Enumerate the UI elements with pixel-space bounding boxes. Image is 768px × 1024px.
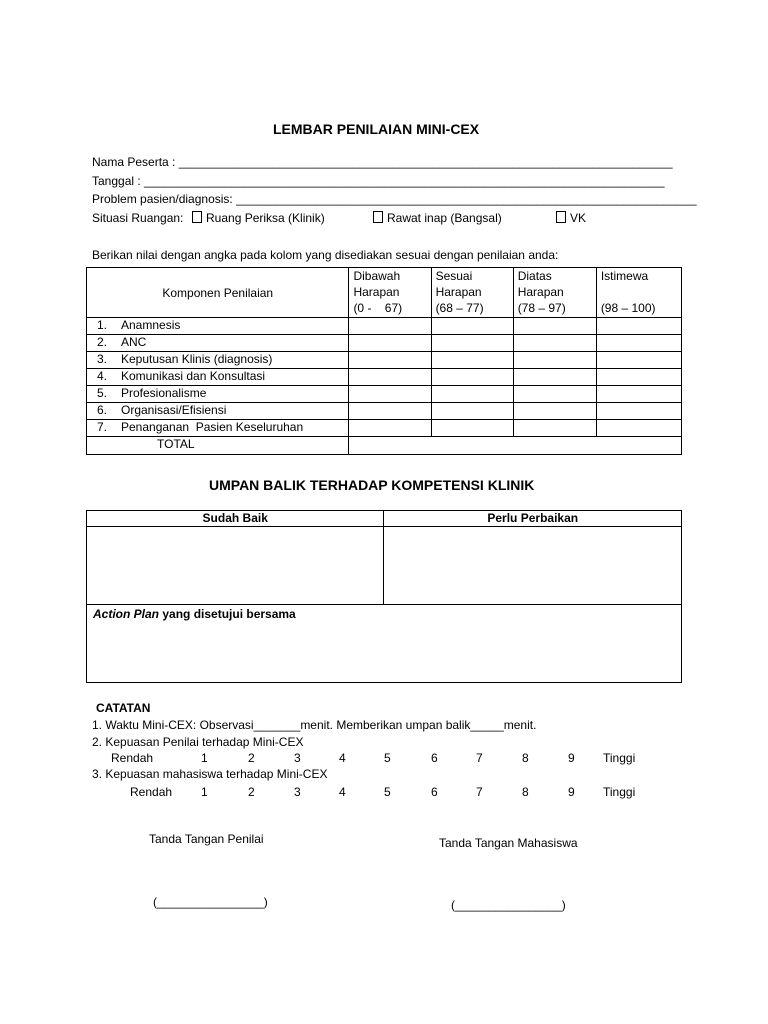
scale-value[interactable]: 9: [568, 785, 575, 799]
score-input-cell[interactable]: [513, 369, 596, 386]
scale-value[interactable]: 1: [201, 785, 208, 799]
score-input-cell[interactable]: [349, 352, 431, 369]
score-input-cell[interactable]: [513, 403, 596, 420]
score-input-cell[interactable]: [513, 318, 596, 335]
signature-penilai-label: Tanda Tangan Penilai: [149, 832, 264, 846]
scale-value[interactable]: 7: [476, 751, 483, 765]
catatan-item-2: 2. Kepuasan Penilai terhadap Mini-CEX: [92, 735, 304, 749]
catatan-item-3: 3. Kepuasan mahasiswa terhadap Mini-CEX: [92, 767, 328, 781]
row-number: 2.: [97, 335, 108, 349]
score-row-label: [87, 369, 349, 386]
action-plan-italic: Action Plan: [93, 607, 160, 621]
feedback-title: UMPAN BALIK TERHADAP KOMPETENSI KLINIK: [209, 477, 535, 493]
row-label: Anamnesis: [121, 318, 181, 332]
row-number: 6.: [97, 403, 108, 417]
score-input-cell[interactable]: [513, 420, 596, 437]
score-input-cell[interactable]: [596, 420, 681, 437]
score-input-cell[interactable]: [349, 335, 431, 352]
page-title: LEMBAR PENILAIAN MINI-CEX: [273, 121, 480, 137]
score-input-cell[interactable]: [431, 352, 513, 369]
score-input-cell[interactable]: [596, 386, 681, 403]
score-input-cell[interactable]: [431, 420, 513, 437]
scale-high-label: Tinggi: [603, 751, 636, 765]
scale-value[interactable]: 4: [339, 751, 346, 765]
row-label: Keputusan Klinis (diagnosis): [121, 352, 273, 366]
total-label: TOTAL: [87, 437, 349, 455]
action-plan-cell[interactable]: [87, 605, 682, 683]
score-input-cell[interactable]: [596, 335, 681, 352]
scale-value[interactable]: 2: [248, 785, 255, 799]
score-input-cell[interactable]: [596, 403, 681, 420]
row-label: Komunikasi dan Konsultasi: [121, 369, 266, 383]
score-row: [87, 420, 682, 437]
row-label: ANC: [121, 335, 147, 349]
scale-value[interactable]: 8: [522, 751, 529, 765]
score-row-label: [87, 386, 349, 403]
row-number: 3.: [97, 352, 108, 366]
row-number: 4.: [97, 369, 108, 383]
feedback-table: [86, 510, 682, 683]
score-row-label: [87, 335, 349, 352]
column-dibawah-harapan: Dibawah Harapan (0 - 67): [349, 268, 431, 318]
row-label: Organisasi/Efisiensi: [121, 403, 227, 417]
scale-value[interactable]: 8: [522, 785, 529, 799]
signature-mahasiswa-line[interactable]: (________________): [451, 898, 566, 912]
score-input-cell[interactable]: [513, 386, 596, 403]
total-row: [87, 437, 682, 455]
score-input-cell[interactable]: [513, 352, 596, 369]
score-input-cell[interactable]: [349, 386, 431, 403]
column-diatas-harapan: Diatas Harapan (78 – 97): [513, 268, 596, 318]
score-input-cell[interactable]: [596, 369, 681, 386]
option-rawat-inap[interactable]: Rawat inap (Bangsal): [373, 211, 502, 225]
score-input-cell[interactable]: [431, 403, 513, 420]
score-table-header: [87, 268, 682, 318]
perlu-perbaikan-header: Perlu Perbaikan: [384, 511, 682, 527]
scale-low-label: Rendah: [130, 785, 173, 799]
sudah-baik-cell[interactable]: [87, 527, 384, 605]
score-input-cell[interactable]: [431, 369, 513, 386]
score-input-cell[interactable]: [596, 318, 681, 335]
score-input-cell[interactable]: [513, 335, 596, 352]
checkbox-icon[interactable]: [556, 211, 566, 223]
score-table: [86, 267, 682, 455]
row-number: 5.: [97, 386, 108, 400]
nama-peserta-field[interactable]: Nama Peserta : __________________________________________________________________________: [92, 155, 673, 169]
scale-value[interactable]: 6: [431, 751, 438, 765]
scale-value[interactable]: 3: [294, 751, 301, 765]
perlu-perbaikan-cell[interactable]: [384, 527, 682, 605]
signature-penilai-line[interactable]: (________________): [153, 895, 268, 909]
instruction-text: Berikan nilai dengan angka pada kolom yang disediakan sesuai dengan penilaian anda:: [92, 248, 559, 262]
score-row-label: [87, 420, 349, 437]
score-row: [87, 318, 682, 335]
score-row-label: [87, 403, 349, 420]
row-number: 1.: [97, 318, 108, 332]
catatan-title: CATATAN: [96, 701, 151, 715]
tanggal-field[interactable]: Tanggal : ______________________________________________________________________________: [92, 174, 665, 188]
scale-value[interactable]: 5: [384, 785, 391, 799]
score-input-cell[interactable]: [431, 318, 513, 335]
catatan-item-1: 1. Waktu Mini-CEX: Observasi_______menit. Memberikan umpan balik_____menit.: [92, 718, 537, 732]
score-input-cell[interactable]: [431, 386, 513, 403]
score-row: [87, 369, 682, 386]
scale-high-label: Tinggi: [603, 785, 636, 799]
scale-value[interactable]: 6: [431, 785, 438, 799]
score-row-label: [87, 352, 349, 369]
column-istimewa: Istimewa (98 – 100): [596, 268, 681, 318]
scale-value[interactable]: 3: [294, 785, 301, 799]
action-plan-text: yang disetujui bersama: [159, 607, 296, 621]
score-input-cell[interactable]: [349, 318, 431, 335]
option-vk[interactable]: VK: [556, 211, 586, 225]
situasi-ruangan-label: Situasi Ruangan:: [92, 211, 184, 225]
row-label: Profesionalisme: [121, 386, 207, 400]
signature-mahasiswa-label: Tanda Tangan Mahasiswa: [439, 836, 578, 850]
row-number: 7.: [97, 420, 108, 434]
problem-field[interactable]: Problem pasien/diagnosis: _____________________________________________________________________: [92, 192, 697, 206]
scale-low-label: Rendah: [111, 751, 154, 765]
total-cell[interactable]: [349, 437, 682, 455]
scale-value[interactable]: 7: [476, 785, 483, 799]
scale-value[interactable]: 5: [384, 751, 391, 765]
scale-value[interactable]: 1: [201, 751, 208, 765]
row-label: Penanganan Pasien Keseluruhan: [121, 420, 304, 434]
score-row: [87, 386, 682, 403]
score-input-cell[interactable]: [349, 369, 431, 386]
score-input-cell[interactable]: [349, 403, 431, 420]
component-header: Komponen Penilaian: [87, 268, 349, 318]
column-sesuai-harapan: Sesuai Harapan (68 – 77): [431, 268, 513, 318]
score-input-cell[interactable]: [431, 335, 513, 352]
checkbox-icon[interactable]: [373, 211, 383, 223]
scale-value[interactable]: 2: [248, 751, 255, 765]
score-input-cell[interactable]: [349, 420, 431, 437]
option-ruang-periksa[interactable]: Ruang Periksa (Klinik): [192, 211, 325, 225]
score-input-cell[interactable]: [596, 352, 681, 369]
scale-value[interactable]: 9: [568, 751, 575, 765]
score-row: [87, 335, 682, 352]
score-row: [87, 352, 682, 369]
score-row-label: [87, 318, 349, 335]
sudah-baik-header: Sudah Baik: [87, 511, 384, 527]
scale-value[interactable]: 4: [339, 785, 346, 799]
checkbox-icon[interactable]: [192, 211, 202, 223]
score-row: [87, 403, 682, 420]
